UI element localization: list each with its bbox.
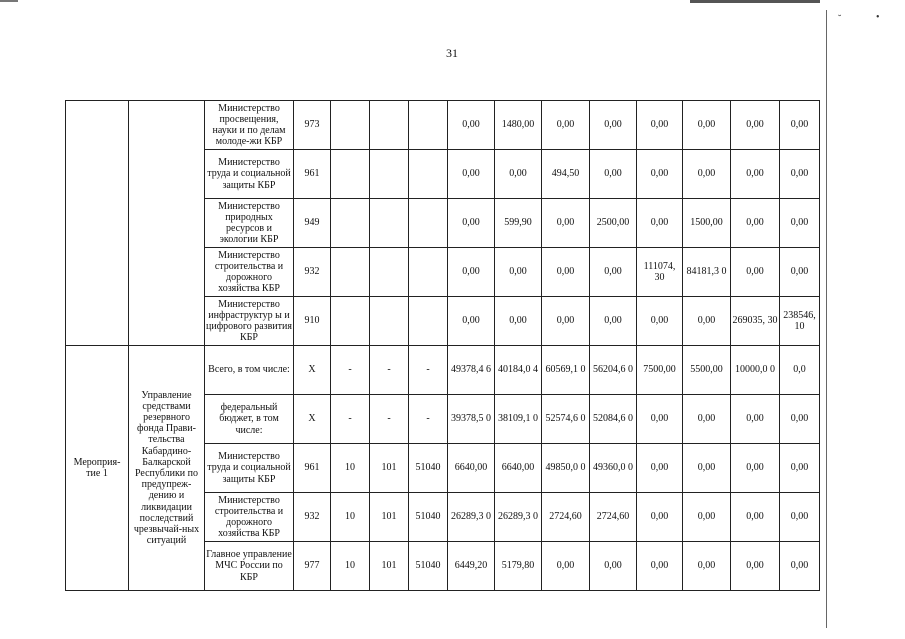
- scan-artifact-top-left: [0, 0, 18, 2]
- value-cell: 0,0: [780, 346, 820, 395]
- value-cell: 0,00: [495, 150, 542, 199]
- program-label: Мероприя-тие 1: [66, 346, 129, 591]
- value-cell: 0,00: [637, 199, 683, 248]
- value-cell: 5179,80: [495, 542, 542, 591]
- section-code: [331, 199, 370, 248]
- value-cell: 0,00: [448, 150, 495, 199]
- ministry-name: Министерство строительства и дорожного хозяйства КБР: [205, 248, 294, 297]
- grbs-code: 973: [294, 101, 331, 150]
- target-article-code: -: [409, 395, 448, 444]
- value-cell: 269035, 30: [731, 297, 780, 346]
- value-cell: 5500,00: [683, 346, 731, 395]
- value-cell: 0,00: [780, 542, 820, 591]
- value-cell: 38109,1 0: [495, 395, 542, 444]
- value-cell: 1500,00: [683, 199, 731, 248]
- value-cell: 111074, 30: [637, 248, 683, 297]
- value-cell: 0,00: [448, 101, 495, 150]
- program-description: Управление средствами резервного фонда Прави-тельства Кабардино-Балкарской Республики по предупреж-дению и ликвидации последствий чрезвычай-ных ситуаций: [129, 346, 205, 591]
- value-cell: 49850,0 0: [542, 444, 590, 493]
- value-cell: 0,00: [780, 101, 820, 150]
- value-cell: 0,00: [637, 101, 683, 150]
- subsection-code: [370, 297, 409, 346]
- value-cell: 0,00: [780, 493, 820, 542]
- ministry-name: Министерство просвещения, науки и по делам молоде-жи КБР: [205, 101, 294, 150]
- value-cell: 0,00: [542, 248, 590, 297]
- value-cell: 0,00: [683, 542, 731, 591]
- value-cell: 0,00: [637, 395, 683, 444]
- grbs-code: 961: [294, 444, 331, 493]
- value-cell: 0,00: [683, 444, 731, 493]
- value-cell: 0,00: [731, 444, 780, 493]
- subsection-code: -: [370, 395, 409, 444]
- section-code: [331, 248, 370, 297]
- value-cell: 0,00: [542, 199, 590, 248]
- ministry-name: Министерство труда и социальной защиты КБР: [205, 150, 294, 199]
- value-cell: 26289,3 0: [448, 493, 495, 542]
- value-cell: 0,00: [731, 199, 780, 248]
- target-article-code: 51040: [409, 542, 448, 591]
- value-cell: 52084,6 0: [590, 395, 637, 444]
- value-cell: 84181,3 0: [683, 248, 731, 297]
- target-article-code: [409, 199, 448, 248]
- ministry-name: Министерство строительства и дорожного хозяйства КБР: [205, 493, 294, 542]
- subsection-code: 101: [370, 444, 409, 493]
- value-cell: 494,50: [542, 150, 590, 199]
- grbs-code: 932: [294, 248, 331, 297]
- table-row: [66, 346, 820, 395]
- value-cell: 52574,6 0: [542, 395, 590, 444]
- section-code: [331, 150, 370, 199]
- value-cell: 0,00: [683, 493, 731, 542]
- target-article-code: 51040: [409, 493, 448, 542]
- scan-artifact-top: [690, 0, 820, 3]
- value-cell: 2500,00: [590, 199, 637, 248]
- value-cell: 0,00: [731, 101, 780, 150]
- subsection-code: 101: [370, 493, 409, 542]
- value-cell: 0,00: [448, 248, 495, 297]
- value-cell: 0,00: [683, 297, 731, 346]
- value-cell: 49360,0 0: [590, 444, 637, 493]
- grbs-code: Х: [294, 346, 331, 395]
- value-cell: 0,00: [590, 297, 637, 346]
- value-cell: 2724,60: [590, 493, 637, 542]
- value-cell: 0,00: [780, 444, 820, 493]
- value-cell: 0,00: [590, 248, 637, 297]
- value-cell: 0,00: [780, 395, 820, 444]
- subsection-code: -: [370, 346, 409, 395]
- value-cell: 0,00: [637, 493, 683, 542]
- value-cell: 0,00: [637, 444, 683, 493]
- target-article-code: [409, 101, 448, 150]
- value-cell: 2724,60: [542, 493, 590, 542]
- value-cell: 0,00: [780, 199, 820, 248]
- ministry-name: Всего, в том числе:: [205, 346, 294, 395]
- value-cell: 56204,6 0: [590, 346, 637, 395]
- value-cell: 1480,00: [495, 101, 542, 150]
- value-cell: 0,00: [683, 150, 731, 199]
- subsection-code: 101: [370, 542, 409, 591]
- value-cell: 10000,0 0: [731, 346, 780, 395]
- value-cell: 0,00: [731, 150, 780, 199]
- section-code: [331, 101, 370, 150]
- value-cell: 49378,4 6: [448, 346, 495, 395]
- scan-edge-line: [826, 10, 827, 628]
- value-cell: 0,00: [495, 297, 542, 346]
- description-cell-empty: [129, 101, 205, 346]
- subsection-code: [370, 199, 409, 248]
- value-cell: 0,00: [780, 150, 820, 199]
- section-code: -: [331, 346, 370, 395]
- value-cell: 599,90: [495, 199, 542, 248]
- target-article-code: -: [409, 346, 448, 395]
- subsection-code: [370, 101, 409, 150]
- value-cell: 0,00: [448, 199, 495, 248]
- ministry-name: федеральный бюджет, в том числе:: [205, 395, 294, 444]
- table-row: [66, 101, 820, 150]
- ministry-name: Министерство природных ресурсов и экологии КБР: [205, 199, 294, 248]
- value-cell: 60569,1 0: [542, 346, 590, 395]
- section-code: -: [331, 395, 370, 444]
- value-cell: 0,00: [448, 297, 495, 346]
- value-cell: 0,00: [542, 297, 590, 346]
- value-cell: 6640,00: [448, 444, 495, 493]
- grbs-code: 977: [294, 542, 331, 591]
- value-cell: 0,00: [683, 395, 731, 444]
- value-cell: 0,00: [731, 248, 780, 297]
- section-code: 10: [331, 444, 370, 493]
- value-cell: 39378,5 0: [448, 395, 495, 444]
- page-number: 31: [446, 46, 458, 60]
- value-cell: 6640,00: [495, 444, 542, 493]
- grbs-code: 961: [294, 150, 331, 199]
- scan-speck: ˘: [838, 14, 842, 25]
- grbs-code: 910: [294, 297, 331, 346]
- value-cell: 0,00: [637, 542, 683, 591]
- value-cell: 0,00: [731, 395, 780, 444]
- value-cell: 0,00: [683, 101, 731, 150]
- section-code: 10: [331, 493, 370, 542]
- value-cell: 0,00: [542, 542, 590, 591]
- value-cell: 0,00: [637, 150, 683, 199]
- value-cell: 0,00: [731, 542, 780, 591]
- target-article-code: [409, 150, 448, 199]
- target-article-code: [409, 248, 448, 297]
- value-cell: 0,00: [590, 101, 637, 150]
- target-article-code: 51040: [409, 444, 448, 493]
- value-cell: 6449,20: [448, 542, 495, 591]
- value-cell: 238546, 10: [780, 297, 820, 346]
- value-cell: 0,00: [542, 101, 590, 150]
- subsection-code: [370, 150, 409, 199]
- section-code: [331, 297, 370, 346]
- ministry-name: Главное управление МЧС России по КБР: [205, 542, 294, 591]
- value-cell: 7500,00: [637, 346, 683, 395]
- section-code: 10: [331, 542, 370, 591]
- ministry-name: Министерство инфраструктур ы и цифрового развития КБР: [205, 297, 294, 346]
- value-cell: 0,00: [590, 542, 637, 591]
- budget-table: [65, 100, 820, 591]
- ministry-name: Министерство труда и социальной защиты КБР: [205, 444, 294, 493]
- value-cell: 0,00: [637, 297, 683, 346]
- target-article-code: [409, 297, 448, 346]
- program-cell-empty: [66, 101, 129, 346]
- subsection-code: [370, 248, 409, 297]
- value-cell: 0,00: [780, 248, 820, 297]
- value-cell: 40184,0 4: [495, 346, 542, 395]
- grbs-code: 949: [294, 199, 331, 248]
- grbs-code: 932: [294, 493, 331, 542]
- value-cell: 0,00: [731, 493, 780, 542]
- grbs-code: Х: [294, 395, 331, 444]
- scan-speck: •: [876, 12, 880, 23]
- value-cell: 0,00: [495, 248, 542, 297]
- value-cell: 26289,3 0: [495, 493, 542, 542]
- value-cell: 0,00: [590, 150, 637, 199]
